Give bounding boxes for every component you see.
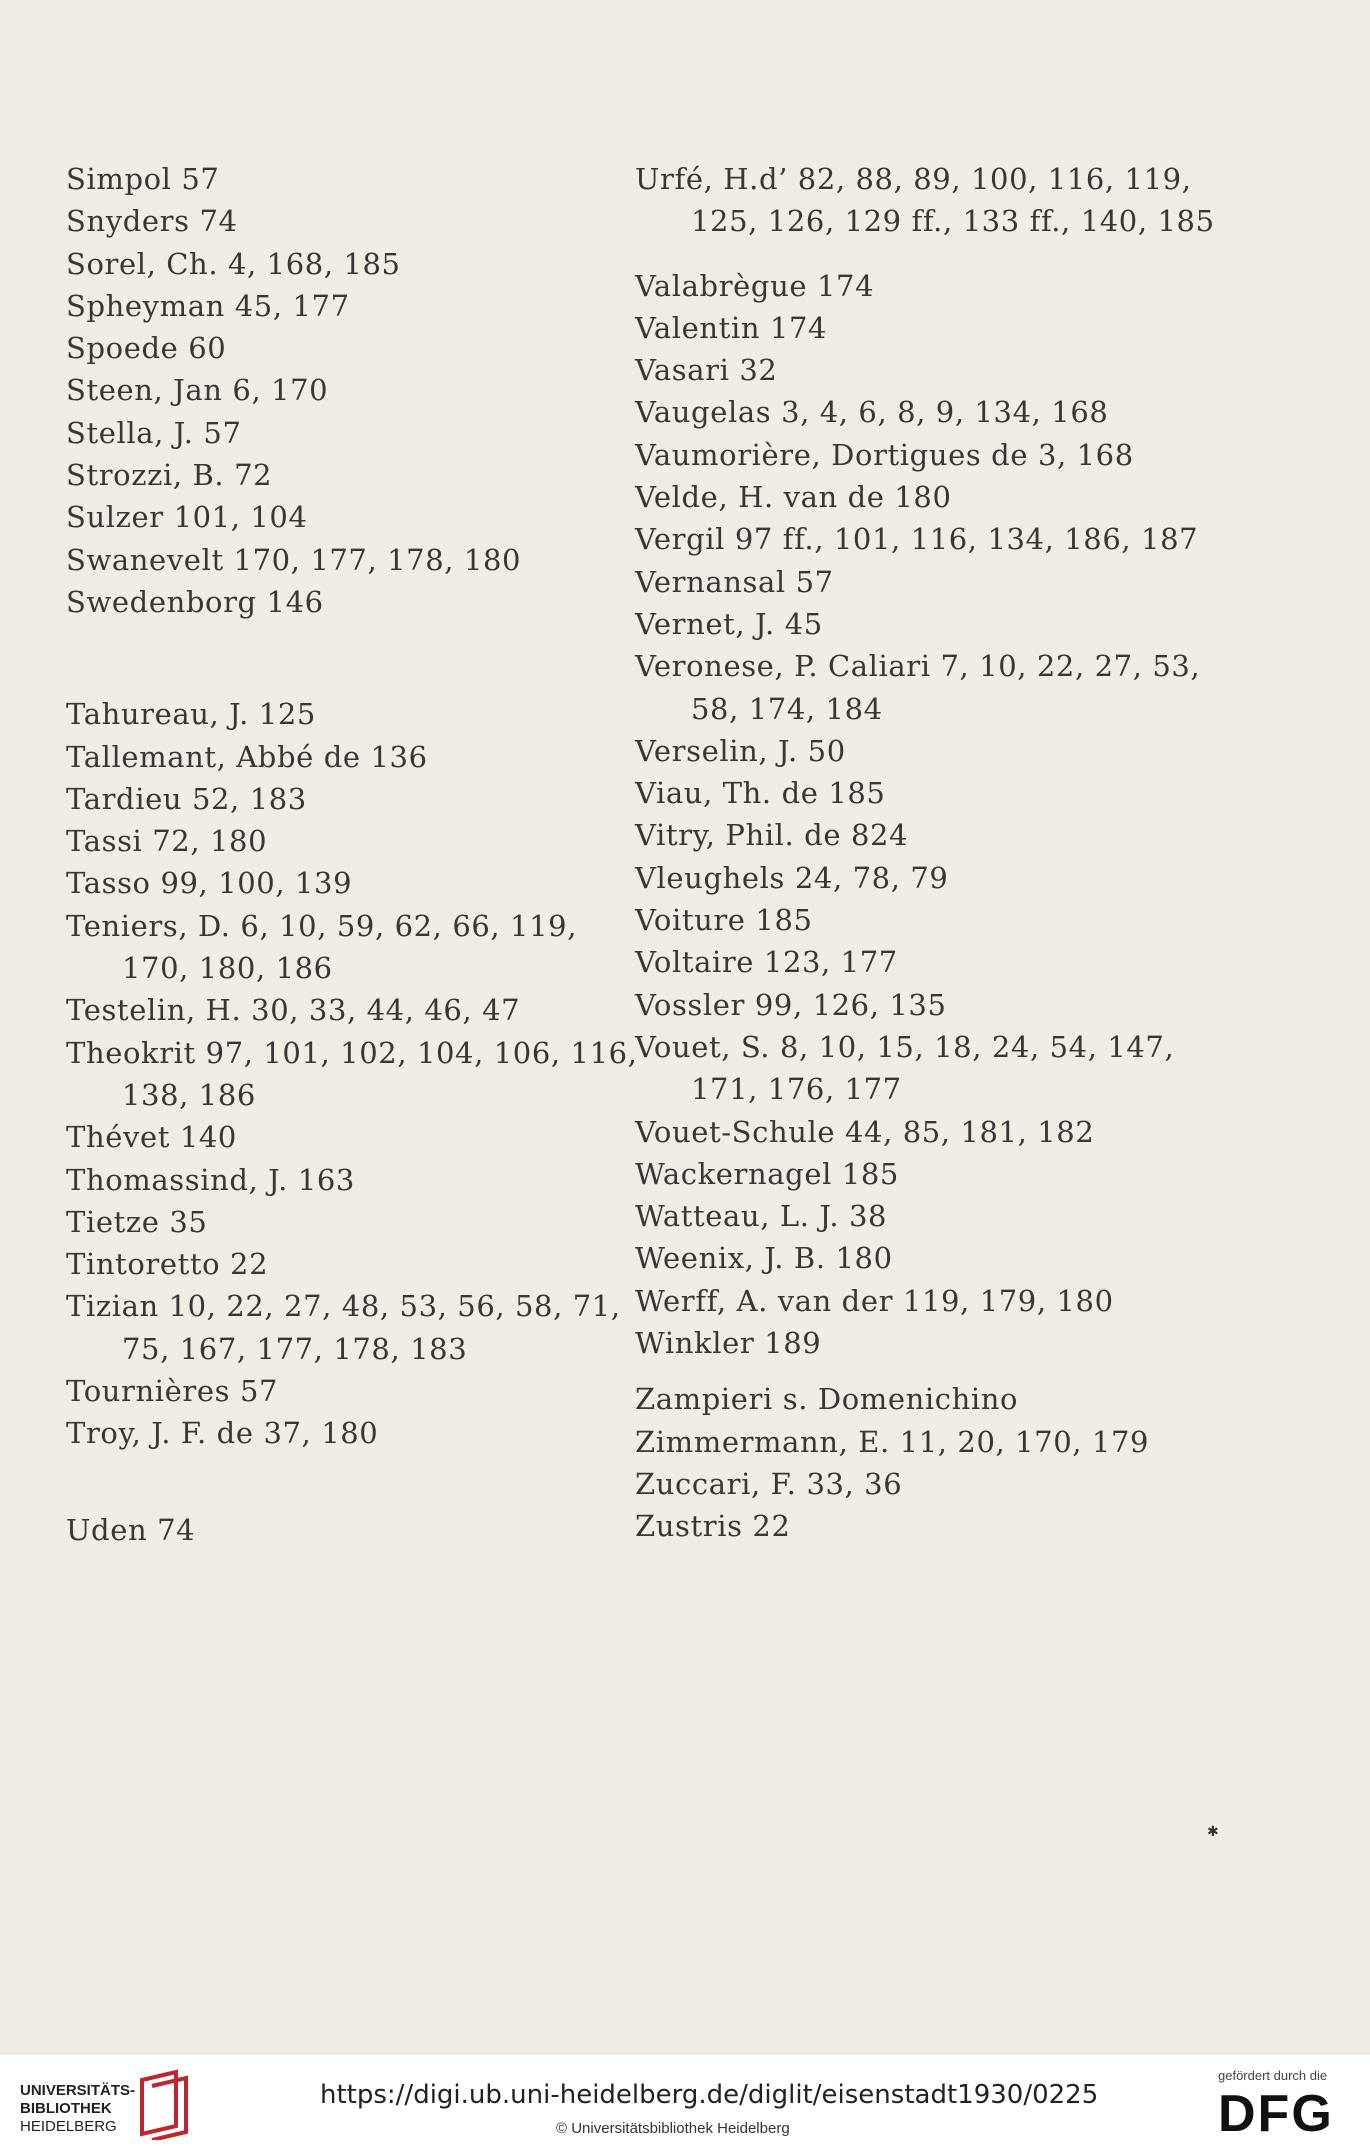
index-entry: Winkler 189	[635, 1326, 822, 1361]
index-entry: Zampieri s. Domenichino	[635, 1382, 1019, 1417]
index-entry: Velde, H. van de 180	[635, 480, 952, 515]
index-entry: Viau, Th. de 185	[635, 776, 886, 811]
index-entry: Vernet, J. 45	[635, 606, 823, 641]
index-entry: Vouet, S. 8, 10, 15, 18, 24, 54, 147, 171, 176, 177	[635, 1029, 1175, 1107]
index-entry: Vouet-Schule 44, 85, 181, 182	[635, 1114, 1095, 1149]
index-entry: Teniers, D. 6, 10, 59, 62, 66, 119, 170, 180, 186	[66, 908, 578, 986]
index-entry: Swanevelt 170, 177, 178, 180	[66, 542, 522, 577]
index-entry: Troy, J. F. de 37, 180	[66, 1416, 379, 1451]
index-entry: Werff, A. van der 119, 179, 180	[635, 1283, 1114, 1318]
index-entry: Voltaire 123, 177	[635, 945, 898, 980]
index-entry: Steen, Jan 6, 170	[66, 373, 329, 408]
index-entry: Strozzi, B. 72	[66, 458, 273, 493]
index-entry: Theokrit 97, 101, 102, 104, 106, 116, 138, 186	[66, 1035, 638, 1112]
library-logo-text: UNIVERSITÄTS- BIBLIOTHEK HEIDELBERG	[20, 2082, 136, 2135]
index-entry: Voiture 185	[635, 903, 813, 938]
index-entry: Thévet 140	[66, 1120, 237, 1155]
index-column-right	[635, 158, 1215, 1548]
index-entry: Tietze 35	[66, 1204, 208, 1239]
index-entry: Simpol 57	[66, 162, 220, 196]
index-entry: Valabrègue 174	[635, 268, 875, 303]
index-entry: Vossler 99, 126, 135	[635, 987, 947, 1022]
permalink-url[interactable]: https://digi.ub.uni-heidelberg.de/diglit/eisenstadt1930/0225	[320, 2080, 1099, 2110]
index-entry: Tassi 72, 180	[66, 824, 268, 859]
index-entry: Spoede 60	[66, 331, 227, 366]
index-column-left	[66, 158, 638, 1551]
index-entry: Stella, J. 57	[66, 415, 242, 450]
index-entry: Valentin 174	[635, 310, 828, 345]
index-entry: Tardieu 52, 183	[66, 781, 307, 816]
index-entry: Tizian 10, 22, 27, 48, 53, 56, 58, 71, 75, 167, 177, 178, 183	[66, 1289, 621, 1366]
index-entry: Testelin, H. 30, 33, 44, 46, 47	[66, 993, 521, 1028]
section-gap	[635, 243, 1195, 265]
index-entry: Vitry, Phil. de 824	[635, 818, 909, 853]
index-entry: Vergil 97 ff., 101, 116, 134, 186, 187	[635, 522, 1199, 557]
index-entry: Vasari 32	[635, 353, 778, 388]
index-entry: Zuccari, F. 33, 36	[635, 1466, 903, 1501]
index-entry: Urfé, H.d’ 82, 88, 89, 100, 116, 119, 125, 126, 129 ff., 133 ff., 140, 185	[635, 162, 1215, 239]
index-entry: Wackernagel 185	[635, 1156, 899, 1191]
index-entry: Thomassind, J. 163	[66, 1162, 355, 1197]
index-entry: Spheyman 45, 177	[66, 288, 350, 323]
index-entry: Tasso 99, 100, 139	[66, 866, 353, 901]
section-gap	[66, 623, 626, 693]
funding-note: gefördert durch die	[1218, 2068, 1328, 2083]
ink-speck: ✱	[1207, 1824, 1219, 1840]
index-entry: Veronese, P. Caliari 7, 10, 22, 27, 53, 58, 174, 184	[635, 649, 1201, 726]
index-entry: Vaumorière, Dortigues de 3, 168	[635, 437, 1134, 472]
index-entry: Sorel, Ch. 4, 168, 185	[66, 246, 401, 281]
index-entry: Uden 74	[66, 1512, 196, 1547]
index-entry: Swedenborg 146	[66, 584, 324, 619]
index-entry: Tallemant, Abbé de 136	[66, 739, 428, 774]
index-entry: Weenix, J. B. 180	[635, 1241, 893, 1276]
index-entry: Vernansal 57	[635, 564, 834, 599]
index-entry: Tintoretto 22	[66, 1247, 269, 1282]
library-logo-icon	[136, 2068, 192, 2140]
section-gap	[635, 1364, 1195, 1378]
index-entry: Verselin, J. 50	[635, 733, 846, 768]
index-entry: Snyders 74	[66, 204, 238, 239]
section-gap	[66, 1455, 626, 1509]
index-entry: Vleughels 24, 78, 79	[635, 860, 949, 895]
dfg-logo: DFG	[1218, 2085, 1334, 2143]
index-entry: Watteau, L. J. 38	[635, 1199, 888, 1234]
index-entry: Zimmermann, E. 11, 20, 170, 179	[635, 1424, 1150, 1459]
copyright-notice: © Universitätsbibliothek Heidelberg	[556, 2120, 790, 2137]
index-entry: Sulzer 101, 104	[66, 500, 308, 535]
index-entry: Zustris 22	[635, 1509, 791, 1544]
index-entry: Vaugelas 3, 4, 6, 8, 9, 134, 168	[635, 395, 1109, 430]
index-entry: Tahureau, J. 125	[66, 697, 316, 732]
index-entry: Tournières 57	[66, 1374, 279, 1409]
